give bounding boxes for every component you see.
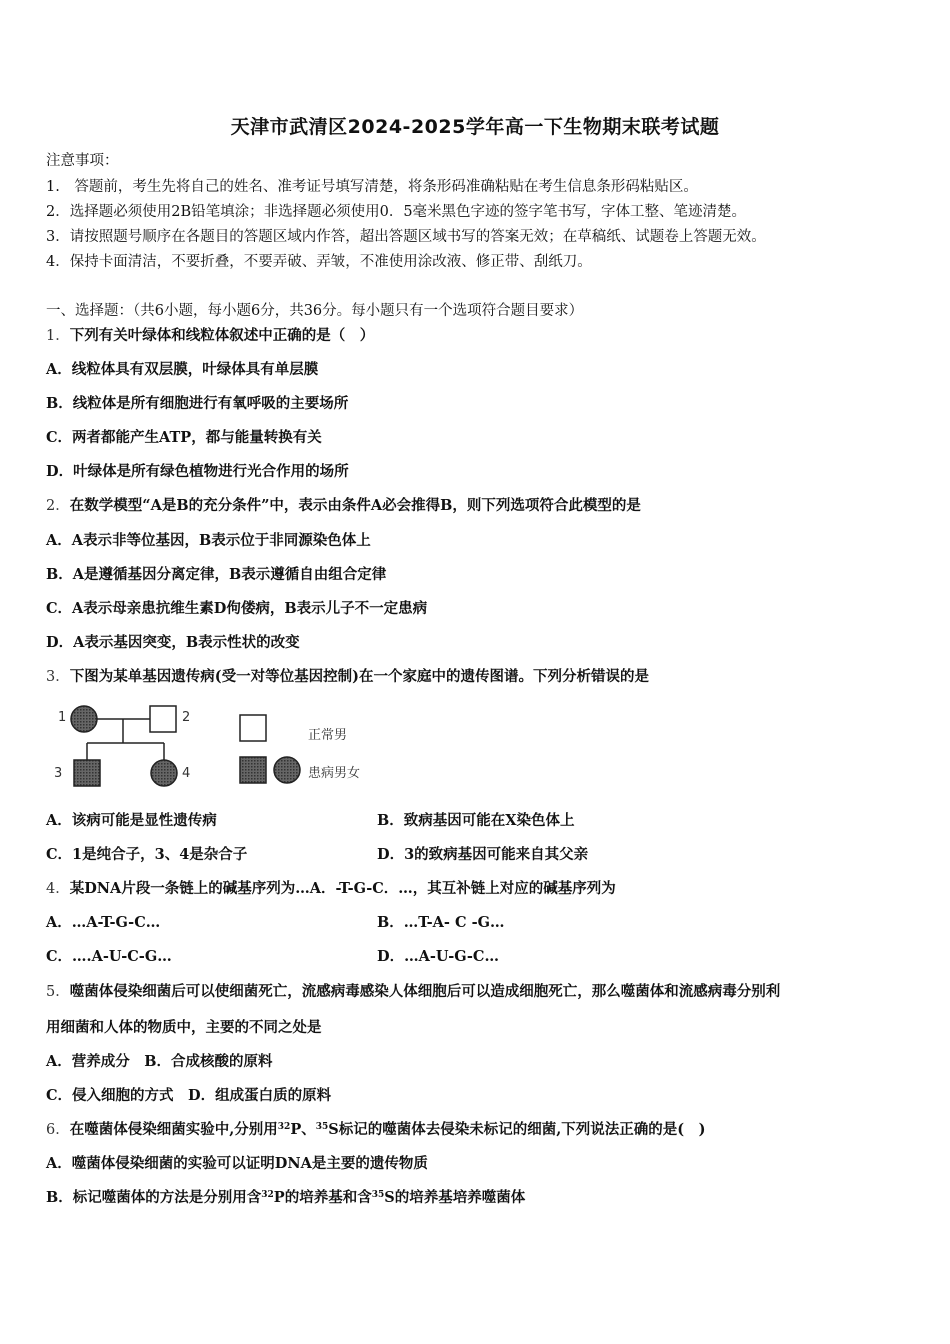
question-3-stem	[46, 668, 649, 686]
q3-option-a: A．该病可能是显性遗传病	[46, 812, 217, 829]
question-6-stem	[46, 1121, 706, 1139]
question-5-stem-cont: 用细菌和人体的物质中，主要的不同之处是	[46, 1019, 322, 1036]
notice-item: 3．请按照题号顺序在各题目的答题区域内作答，超出答题区域书写的答案无效；在草稿纸、试题卷上答题无效。	[46, 229, 766, 245]
q1-option-c: C．两者都能产生ATP，都与能量转换有关	[46, 429, 322, 446]
legend-affected-female-symbol	[274, 757, 300, 783]
pedigree-id-4: 4	[182, 766, 191, 781]
q4-option-b: B．…T-A- C -G…	[377, 914, 505, 931]
q1-option-a: A．线粒体具有双层膜，叶绿体具有单层膜	[46, 361, 319, 378]
question-number: 5．	[46, 984, 70, 1000]
option-text: S的培养基培养噬菌体	[384, 1189, 526, 1206]
question-text: 在噬菌体侵染细菌实验中,分别用	[69, 1121, 278, 1138]
isotope-superscript: 32	[261, 1190, 274, 1200]
q6-option-a: A．噬菌体侵染细菌的实验可以证明DNA是主要的遗传物质	[46, 1155, 428, 1172]
notice-heading: 注意事项：	[46, 153, 119, 169]
question-number: 3．	[46, 669, 70, 685]
legend-normal-label: 正常男	[308, 728, 348, 743]
pedigree-id-3: 3	[54, 766, 63, 781]
notice-item: 1. 答题前，考生先将自己的姓名、准考证号填写清楚，将条形码准确粘贴在考生信息条形码粘贴区。	[46, 179, 698, 195]
q5-options-cd: C．侵入细胞的方式 D．组成蛋白质的原料	[46, 1087, 332, 1104]
question-text: 某DNA片段一条链上的碱基序列为…A．-T-G-C．…，其互补链上对应的碱基序列为	[69, 880, 616, 897]
pedigree-id-1: 1	[58, 710, 67, 725]
question-number: 2．	[46, 498, 70, 514]
q1-option-b: B．线粒体是所有细胞进行有氧呼吸的主要场所	[46, 395, 349, 412]
question-text: 下图为某单基因遗传病(受一对等位基因控制)在一个家庭中的遗传图谱。下列分析错误的是	[69, 668, 649, 685]
notice-item: 4．保持卡面清洁，不要折叠，不要弄破、弄皱，不准使用涂改液、修正带、刮纸刀。	[46, 254, 592, 270]
q6-option-b	[46, 1189, 525, 1207]
q2-option-a: A．A表示非等位基因，B表示位于非同源染色体上	[46, 532, 371, 549]
q1-option-d: D．叶绿体是所有绿色植物进行光合作用的场所	[46, 463, 349, 480]
q2-option-c: C．A表示母亲患抗维生素D佝偻病，B表示儿子不一定患病	[46, 600, 428, 617]
q2-option-b: B．A是遵循基因分离定律，B表示遵循自由组合定律	[46, 566, 387, 583]
pedigree-figure	[50, 700, 380, 800]
pedigree-chart	[50, 700, 380, 800]
individual-4-affected-female	[151, 760, 177, 786]
option-text: B．标记噬菌体的方法是分别用含	[46, 1189, 262, 1206]
q4-option-c: C．….A-U-C-G…	[46, 948, 172, 965]
question-1-stem	[46, 327, 374, 345]
individual-2-normal-male	[150, 706, 176, 732]
individual-1-affected-female	[71, 706, 97, 732]
pedigree-id-2: 2	[182, 710, 191, 725]
option-text: P的培养基和含	[273, 1189, 372, 1206]
section-heading: 一、选择题：（共6小题，每小题6分，共36分。每小题只有一个选项符合题目要求）	[46, 303, 584, 319]
isotope-superscript: 35	[371, 1190, 385, 1200]
q3-option-b: B．致病基因可能在X染色体上	[377, 812, 575, 829]
q4-option-d: D．…A-U-G-C…	[377, 948, 499, 965]
legend-normal-male-symbol	[240, 715, 266, 741]
question-number: 6．	[46, 1122, 70, 1138]
question-5-stem	[46, 983, 780, 1001]
question-text: 噬菌体侵染细菌后可以使细菌死亡，流感病毒感染人体细胞后可以造成细胞死亡，那么噬菌体和流感病毒分别利	[69, 983, 781, 1000]
question-number: 1．	[46, 328, 70, 344]
question-text: 下列有关叶绿体和线粒体叙述中正确的是（ ）	[69, 327, 375, 344]
question-text: 在数学模型“A是B的充分条件”中，表示由条件A必会推得B，则下列选项符合此模型的是	[69, 497, 641, 514]
legend-affected-label: 患病男女	[308, 766, 361, 781]
individual-3-affected-male	[74, 760, 100, 786]
q3-option-c: C．1是纯合子，3、4是杂合子	[46, 846, 248, 863]
q3-option-d: D．3的致病基因可能来自其父亲	[377, 846, 589, 863]
page-title: 天津市武清区2024-2025学年高一下生物期末联考试题	[230, 116, 720, 138]
question-4-stem	[46, 880, 616, 898]
legend-affected-male-symbol	[240, 757, 266, 783]
notice-item: 2．选择题必须使用2B铅笔填涂；非选择题必须使用0．5毫米黑色字迹的签字笔书写，字体工整、笔迹清楚。	[46, 204, 747, 220]
isotope-superscript: 35	[315, 1122, 329, 1132]
q5-options-ab: A．营养成分 B．合成核酸的原料	[46, 1053, 273, 1070]
question-number: 4．	[46, 881, 70, 897]
isotope-superscript: 32	[277, 1122, 291, 1132]
question-text: P、	[290, 1121, 316, 1138]
question-text: S标记的噬菌体去侵染未标记的细菌,下列说法正确的是( )	[328, 1121, 706, 1138]
q2-option-d: D．A表示基因突变，B表示性状的改变	[46, 634, 300, 651]
q4-option-a: A．…A-T-G-C…	[46, 914, 161, 931]
question-2-stem	[46, 497, 641, 515]
